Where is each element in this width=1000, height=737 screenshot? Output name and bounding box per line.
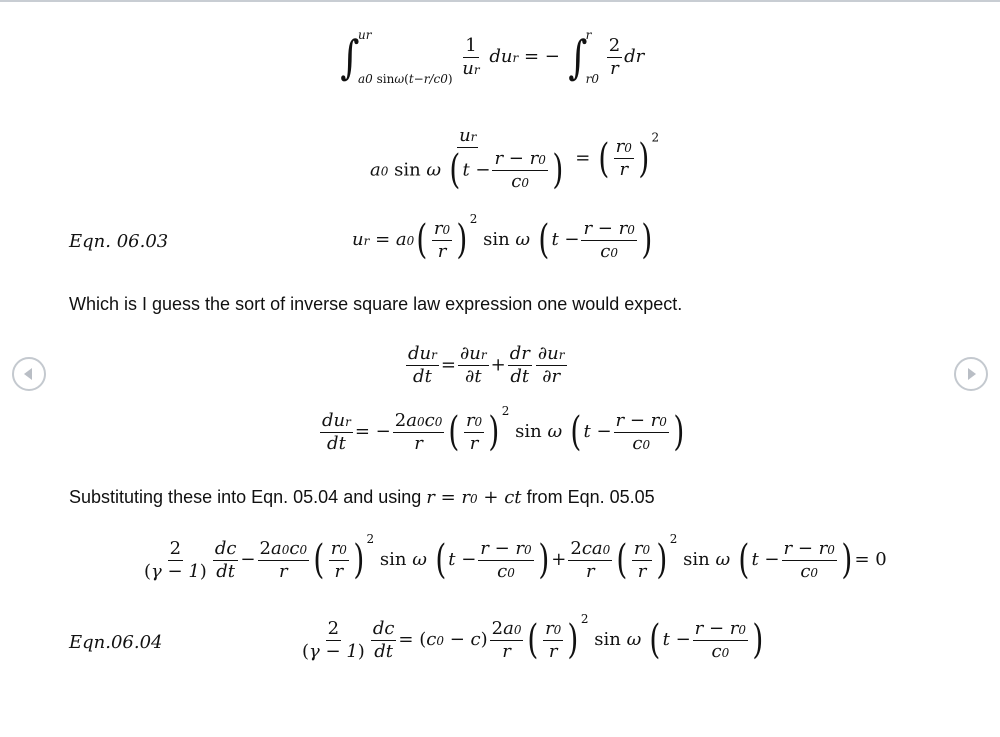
equation-0604: $\frac{2}{(\gamma - 1)}$ $\frac{dc}{dt}$ = (c0 − c) $\frac{2a0}{r}$ ( $\frac{r0}{r}$ ) $^2$ sin ω ( t − $\frac{r - r0}{c0}$ ) <box>302 612 764 663</box>
paragraph-substituting-suffix: from Eqn. 05.05 <box>526 487 655 507</box>
top-border <box>0 0 1000 2</box>
inline-equation-r: r = r0 + ct <box>426 487 522 508</box>
equation-dur-dt: $\frac{\text{dur}}{dt}$ = − $\frac{2a0c0}{r}$ ( $\frac{r0}{r}$ ) $^2$ sin ω ( t − $\frac{r - r0}{c0}$ ) <box>322 404 685 455</box>
equation-ratio: ur a0 sin ω ( t − $\frac{r - r0}{c0}$ ) = ( $\frac{r0}{r}$ ) $^2$ <box>370 125 660 194</box>
equation-0603: ur = a0( $\frac{r0}{r}$ ) $^2$ sin ω ( t − $\frac{r - r0}{c0}$ ) <box>352 212 653 263</box>
equation-integral: ∫ ur a0 sinω(t−r/c0) $\frac{1}{ur}$ dur = − ∫ r r0 $\frac{2}{r}$ dr <box>340 28 645 86</box>
next-page-button[interactable] <box>954 357 988 391</box>
equation-label-0604: Eqn.06.04 <box>69 632 163 653</box>
paragraph-inverse-square: Which is I guess the sort of inverse square law expression one would expect. <box>69 294 683 314</box>
equation-substituted: $\frac{2}{(\gamma - 1)}$ $\frac{dc}{dt}$ − $\frac{2a0c0}{r}$ ( $\frac{r0}{r}$ ) $^2$ sin ω ( t − $\frac{r - r0}{c0}$ ) + $\frac{2ca0}{r}$ ( $\frac{r0}{r}$ ) $^2$ sin ω ( t − $\frac{r - r0}{c0}$ ) = 0 <box>144 532 887 583</box>
paragraph-substituting <box>69 487 655 508</box>
equation-chain-rule: $\frac{\text{dur}}{dt}$ = $\frac{\partial ur}{\partial t}$ + $\frac{dr}{dt}$ $\frac{\partial ur}{\partial r}$ <box>408 343 565 387</box>
equation-label-0603: Eqn. 06.03 <box>69 231 169 252</box>
chevron-left-icon <box>14 359 44 389</box>
previous-page-button[interactable] <box>12 357 46 391</box>
paragraph-substituting-prefix: Substituting these into Eqn. 05.04 and using <box>69 487 422 507</box>
chevron-right-icon <box>956 359 986 389</box>
